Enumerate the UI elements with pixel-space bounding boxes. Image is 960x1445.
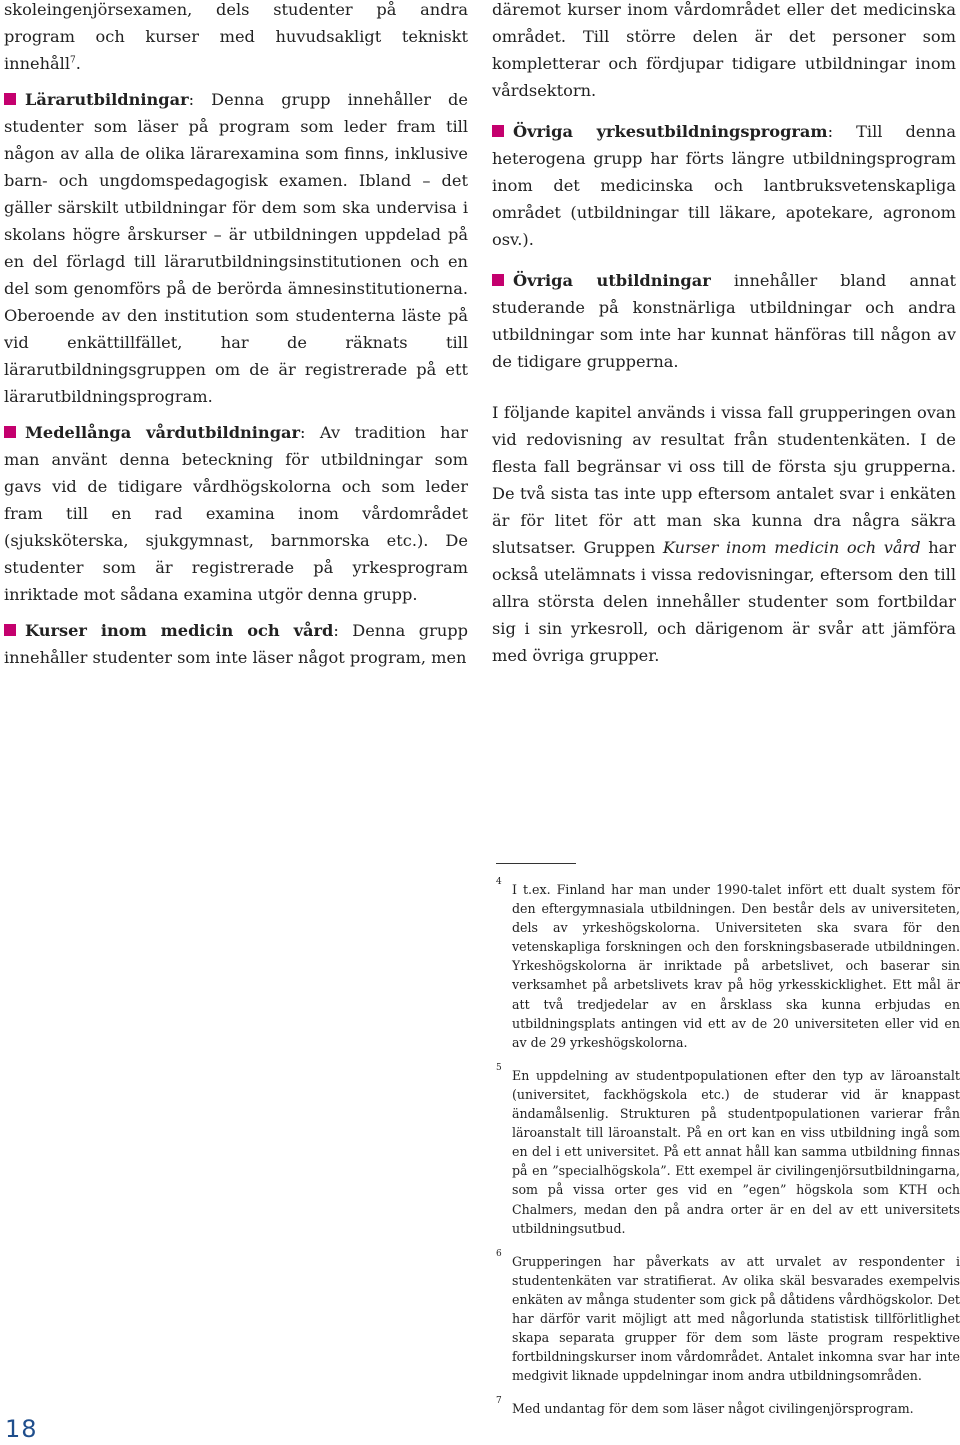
footnote-number: 5 [496, 1062, 502, 1073]
ovriga-utbildningar-term: Övriga utbildningar [513, 271, 711, 290]
page-number: 18 [5, 1415, 38, 1443]
footnote-ref-7[interactable]: 7 [70, 55, 76, 66]
intro-paragraph: skoleingenjörsexamen, dels studenter på andra program och kurser med huvudsakligt tekniskt innehåll$^7$. [4, 0, 468, 73]
ovriga-yrkes-paragraph: Övriga yrkesutbildningsprogram: Till denna heterogena grupp har förts längre utbildningsprogram inom det medicinska och lantbruksvetenskapliga området (utbildningar till läkare, apotekare, agronom osv.). [492, 122, 956, 249]
bullet-square-icon [492, 274, 504, 286]
footnote-text: Med undantag för dem som läser något civilingenjörsprogram. [512, 1401, 914, 1417]
lararutbildningar-paragraph: Lärarutbildningar: Denna grupp innehåller de studenter som läser på program som leder fram till någon av alla de olika lärarexamina som finns, inklusive barn- och ungdomspedagogisk examen. Ibland – det gäller särskilt utbildningar för dem som ska undervisa i skolans högre årskurser – är utbildningen uppdelad på en del förlagd till lärarutbildningsinstitutionen och en del som genomförs på de berörda ämnesinstitutionerna. Oberoende av den institution som studenterna läste på vid enkättillfället, har de räknats till lärarutbildningsgruppen om de är registrerade på ett lärarutbildningsprogram. [4, 90, 468, 406]
ovriga-utbildningar-paragraph: Övriga utbildningar innehåller bland annat studerande på konstnärliga utbildningar och andra utbildningar som inte har kunnat hänföras till någon av de tidigare grupperna. [492, 271, 956, 371]
footnote-7 [484, 1396, 960, 1418]
bullet-square-icon [4, 93, 16, 105]
ovriga-yrkes-term: Övriga yrkesutbildningsprogram [513, 122, 828, 141]
medellanga-term: Medellånga vårdutbildningar [25, 423, 301, 442]
medellanga-paragraph: Medellånga vårdutbildningar: Av tradition har man använt denna beteckning för utbildningar som gavs vid de tidigare vårdhögskolorna och som leder fram till en rad examina inom vårdområdet (sjuksköterska, sjukgymnast, barnmorska etc.). De studenter som är registrerade på yrkesprogram inriktade mot sådana examina utgör denna grupp. [4, 423, 468, 604]
final-paragraph: I följande kapitel används i vissa fall grupperingen ovan vid redovisning av resultat från studentenkäten. I de flesta fall begränsar vi oss till de första sju grupperna. De två sista tas inte upp eftersom antalet svar i enkäten är för litet för att man ska kunna dra några säkra slutsatser. Gruppen Kurser inom medicin och vård har också utelämnats i vissa redovisningar, eftersom den till allra största delen innehåller studenter som fortbildar sig i sin yrkesroll, och därigenom är svår att jämföra med övriga grupper. [492, 403, 957, 665]
bullet-square-icon [4, 624, 16, 636]
kurser-paragraph: Kurser inom medicin och vård: Denna grupp innehåller studenter som inte läser något program, men [4, 621, 469, 667]
left-column [4, 0, 468, 671]
bullet-square-icon [492, 125, 504, 137]
continuation-paragraph: däremot kurser inom vårdområdet eller det medicinska området. Till större delen är det personer som kompletterar och fördjupar tidigare utbildningar inom vårdsektorn. [492, 0, 956, 100]
footnote-divider [496, 863, 576, 864]
kurser-italic-ref: Kurser inom medicin och vård [662, 538, 921, 557]
footnote-6 [484, 1248, 960, 1386]
right-column [492, 0, 956, 669]
footnote-number: 7 [496, 1396, 502, 1407]
footnote-number: 4 [496, 877, 502, 887]
footnote-text: En uppdelning av studentpopulationen efter den typ av läroanstalt (universitet, fackhögskola etc.) de studerar vid är knappast ändamålsenlig. Strukturen på studentpopulationen varierar från läroanstalt till läroanstalt. På en ort kan en viss utbildning ingå som en del i ett universitet. På ett annat håll kan samma utbildning finnas på en ”specialhögskola”. Ett exempel är civilingenjörsutbildningarna, som på vissa orter ges vid en ”egen” högskola som KTH och Chalmers, medan den på andra orter är en del av ett universitets utbildningsutbud. [512, 1067, 960, 1236]
footnotes [484, 877, 960, 1432]
footnote-text: Grupperingen har påverkats av att urvalet av respondenter i studentenkäten var stratifierat. Av olika skäl besvarades exempelvis enkäten av många studenter som gick på dåtidens vårdhögskolor. Det har därför varit möjligt att med någorlunda statistisk tillförlitlighet skapa separata grupper för dem som läste program respektive fortbildningskurser inom vårdområdet. Antalet inkomna svar har inte medgivit liknade uppdelningar inom andra utbildningsområden. [512, 1253, 960, 1384]
footnote-text: I t.ex. Finland har man under 1990-talet infört ett dualt system för den eftergymnasiala utbildningen. Den består dels av universiteten, dels av yrkeshögskolorna. Universiteten ska svara för den vetenskapliga forskningen och den forskningsbaserade utbildningen. Yrkeshögskolorna är inriktade på arbetslivet, och baserar sin verksamhet på arbetslivets krav på hög yrkesskicklighet. Ett mål är att två tredjedelar av en årsklass ska kunna erbjudas en utbildningsplats antingen vid ett av de 20 universiteten eller vid en av de 29 yrkeshögskolorna. [512, 882, 960, 1050]
lararutbildningar-term: Lärarutbildningar [25, 90, 189, 109]
footnote-5 [484, 1062, 960, 1238]
footnote-number: 6 [496, 1248, 502, 1259]
footnote-4 [484, 877, 960, 1052]
kurser-term: Kurser inom medicin och vård [25, 621, 334, 640]
bullet-square-icon [4, 426, 16, 438]
